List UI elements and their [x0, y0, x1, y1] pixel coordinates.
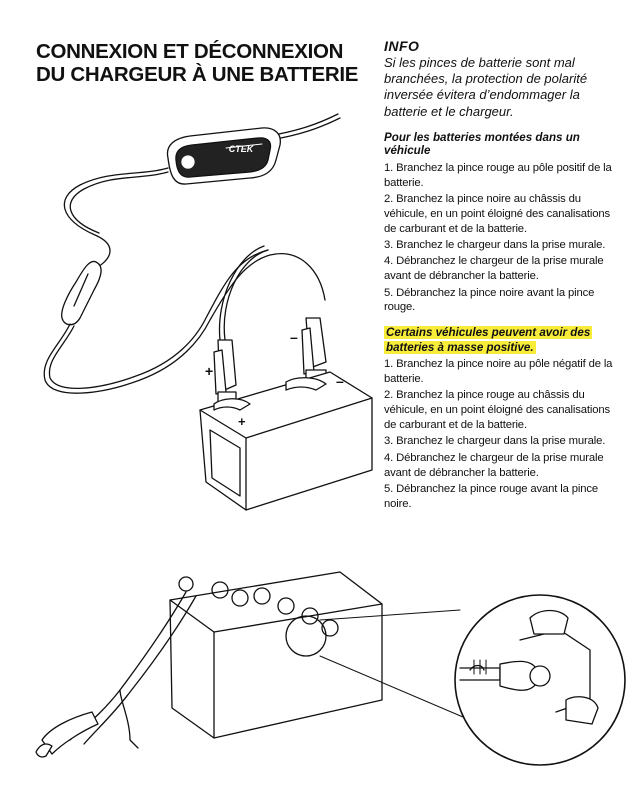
fuse-holder [62, 261, 101, 324]
bottom-connector [36, 712, 98, 757]
mains-cable [270, 118, 340, 140]
title-line-2: DU CHARGEUR À UNE BATTERIE [36, 63, 359, 86]
title-line-1: CONNEXION ET DÉCONNEXION [36, 40, 344, 63]
charger-logo: CTEK [228, 144, 254, 154]
clamp-plus-label: + [205, 363, 214, 379]
info-text: Si les pinces de batterie sont mal branchées, la protection de polarité inversée évitera d’endommager la batterie et le chargeur. [384, 55, 588, 119]
vehicle-step-3: 3. Branchez le chargeur dans la prise murale. [384, 238, 606, 251]
vehicle-step-1: 1. Branchez la pince rouge au pôle positif de la batterie. [384, 161, 612, 189]
negative-clamp [302, 318, 326, 382]
vehicle-section-heading: Pour les batteries montées dans un véhicule [384, 130, 580, 158]
positive-clamp [214, 340, 236, 404]
detail-magnifier [455, 595, 625, 765]
vehicle-step-4: 4. Débranchez le chargeur de la prise murale avant de débrancher la batterie. [384, 255, 604, 283]
clamp-cable-red [224, 250, 268, 340]
charger-output-cable [64, 168, 168, 270]
positive-step-2: 2. Branchez la pince rouge au châssis du véhicule, en un point éloigné des canalisations de carburant et de la batterie. [384, 389, 610, 431]
positive-step-4: 4. Débranchez le chargeur de la prise murale avant de débrancher la batterie. [384, 451, 604, 479]
battery-minus-label: – [336, 373, 344, 389]
vehicle-step-2: 2. Branchez la pince noire au châssis du véhicule, en un point éloigné des canalisations de carburant et de la batterie. [384, 193, 610, 235]
clamp-minus-label: – [290, 329, 298, 345]
positive-step-3: 3. Branchez le chargeur dans la prise murale. [384, 435, 606, 448]
battery-bottom [170, 572, 382, 738]
battery-plus-label: + [238, 414, 246, 429]
info-heading: INFO [384, 38, 420, 54]
positive-ground-heading: Certains véhicules peuvent avoir des batteries à masse positive. [386, 326, 591, 355]
charger-unit [167, 128, 280, 184]
vehicle-step-5: 5. Débranchez la pince noire avant la pince rouge. [384, 286, 595, 314]
positive-step-5: 5. Débranchez la pince rouge avant la pince noire. [384, 482, 598, 510]
positive-step-1: 1. Branchez la pince noire au pôle négatif de la batterie. [384, 358, 613, 385]
